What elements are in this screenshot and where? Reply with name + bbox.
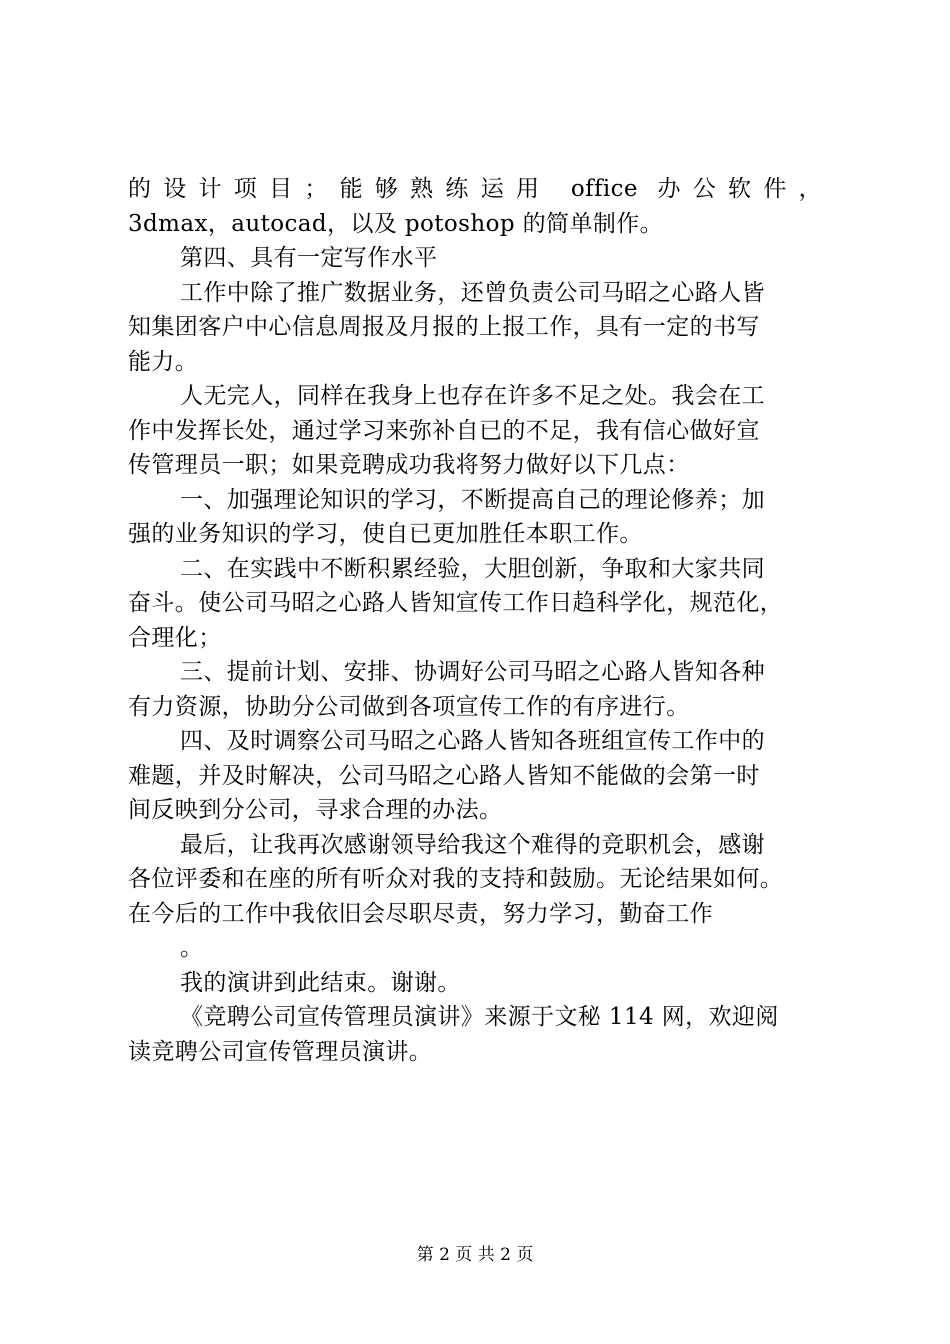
text-line: 的设计项目；能够熟练运用 office 办公软件， xyxy=(128,176,822,202)
text-line: 一、加强理论知识的学习，不断提高自己的理论修养；加 xyxy=(180,486,765,513)
text-line: 合理化； xyxy=(128,624,222,651)
text-line: 工作中除了推广数据业务，还曾负责公司马昭之心路人皆 xyxy=(180,279,765,306)
text-line: 强的业务知识的学习，使自已更加胜任本职工作。 xyxy=(128,521,643,547)
text-line: 最后，让我再次感谢领导给我这个难得的竞职机会，感谢 xyxy=(180,831,765,858)
text-line: 间反映到分公司，寻求合理的办法。 xyxy=(128,797,503,823)
text-line: 《竞聘公司宣传管理员演讲》来源于文秘 114 网，欢迎阅 xyxy=(180,1004,779,1030)
text-line: 二、在实践中不断积累经验，大胆创新，争取和大家共同 xyxy=(180,555,765,582)
text-line: 奋斗。使公司马昭之心路人皆知宣传工作日趋科学化，规范化， xyxy=(128,590,784,616)
page-footer: 第 2 页 共 2 页 xyxy=(416,1245,534,1265)
text-line: 知集团客户中心信息周报及月报的上报工作，具有一定的书写 xyxy=(128,314,760,340)
text-line: 难题，并及时解决，公司马昭之心路人皆知不能做的会第一时 xyxy=(128,762,760,789)
text-line: 人无完人，同样在我身上也存在许多不足之处。我会在工 xyxy=(180,383,765,409)
text-line: 我的演讲到此结束。谢谢。 xyxy=(180,969,461,996)
text-line: 。 xyxy=(180,935,204,961)
text-line: 三、提前计划、安排、协调好公司马昭之心路人皆知各种 xyxy=(180,659,765,685)
section-heading: 第四、具有一定写作水平 xyxy=(180,245,438,271)
text-line: 有力资源，协助分公司做到各项宣传工作的有序进行。 xyxy=(128,693,690,720)
text-line: 读竞聘公司宣传管理员演讲。 xyxy=(128,1038,433,1065)
text-line: 作中发挥长处，通过学习来弥补自已的不足，我有信心做好宣 xyxy=(128,417,760,444)
text-line: 传管理员一职；如果竞聘成功我将努力做好以下几点： xyxy=(128,452,690,478)
document-body xyxy=(128,172,822,1069)
text-line: 能力。 xyxy=(128,348,199,375)
text-line: 3dmax，autocad，以及 potoshop 的简单制作。 xyxy=(128,210,664,237)
text-line: 四、及时调察公司马昭之心路人皆知各班组宣传工作中的 xyxy=(180,728,765,754)
text-line: 在今后的工作中我依旧会尽职尽责，努力学习，勤奋工作 xyxy=(128,900,713,927)
text-line: 各位评委和在座的所有听众对我的支持和鼓励。无论结果如何。 xyxy=(128,866,784,892)
